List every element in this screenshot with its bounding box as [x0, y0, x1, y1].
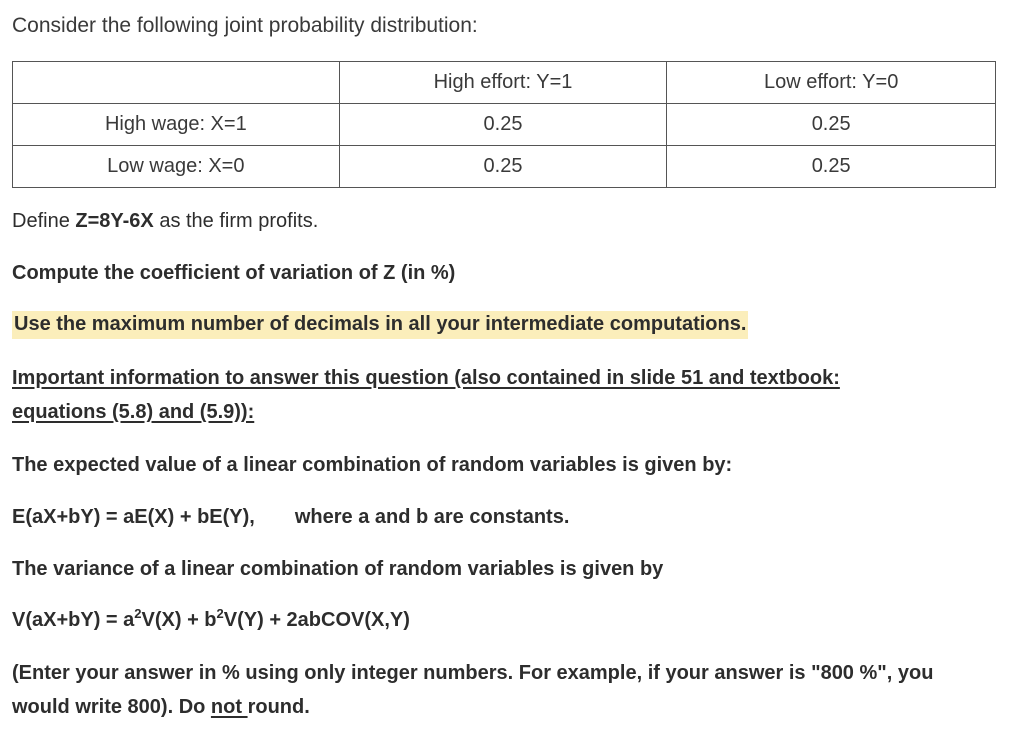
expected-formula-note: where a and b are constants. [294, 506, 570, 528]
answer-note-text: would write 800). Do [12, 696, 211, 718]
table-header-row [13, 62, 996, 104]
define-prefix: Define [12, 210, 76, 232]
table-cell: High wage: X=1 [13, 104, 340, 146]
table-cell: 0.25 [667, 146, 996, 188]
answer-note-emphasis: not [210, 696, 248, 718]
expected-value-intro: The expected value of a linear combination of random variables is given by: [12, 454, 733, 476]
table-cell: 0.25 [339, 146, 667, 188]
intro-text: Consider the following joint probability distribution: [12, 14, 478, 37]
table-cell: Low wage: X=0 [13, 146, 340, 188]
expected-value-formula [12, 506, 569, 529]
exponent: 2 [134, 606, 142, 621]
table-header-cell [13, 62, 340, 104]
highlight-note [12, 313, 748, 336]
expected-formula-text: E(aX+bY) = aE(X) + bE(Y), [12, 506, 255, 528]
highlight-text: Use the maximum number of decimals in all your intermediate computations. [12, 311, 748, 339]
important-info-line-1: Important information to answer this question (also contained in slide 51 and textbook: [12, 367, 840, 389]
variance-formula-part: V(X) + b [141, 609, 217, 631]
joint-distribution-table [12, 61, 996, 188]
table-row [13, 104, 996, 146]
variance-intro: The variance of a linear combination of random variables is given by [12, 558, 664, 580]
answer-note-line-2 [12, 696, 310, 719]
table-header-cell: High effort: Y=1 [339, 62, 667, 104]
exponent: 2 [216, 606, 224, 621]
task-text: Compute the coefficient of variation of Z (in %) [12, 262, 456, 284]
important-info-line-2: equations (5.8) and (5.9)): [12, 401, 255, 423]
variance-formula-part: V(Y) + 2abCOV(X,Y) [223, 609, 410, 631]
define-formula: Z=8Y-6X [75, 210, 154, 232]
define-statement [12, 210, 318, 233]
variance-formula [12, 606, 410, 632]
table-row [13, 146, 996, 188]
answer-note-line-1: (Enter your answer in % using only integer numbers. For example, if your answer is "800 %", you [12, 662, 934, 684]
answer-note-text: round. [247, 696, 310, 718]
variance-formula-part: V(aX+bY) = a [12, 609, 135, 631]
table-cell: 0.25 [339, 104, 667, 146]
table-header-cell: Low effort: Y=0 [667, 62, 996, 104]
table-cell: 0.25 [667, 104, 996, 146]
define-suffix: as the firm profits. [153, 210, 319, 232]
